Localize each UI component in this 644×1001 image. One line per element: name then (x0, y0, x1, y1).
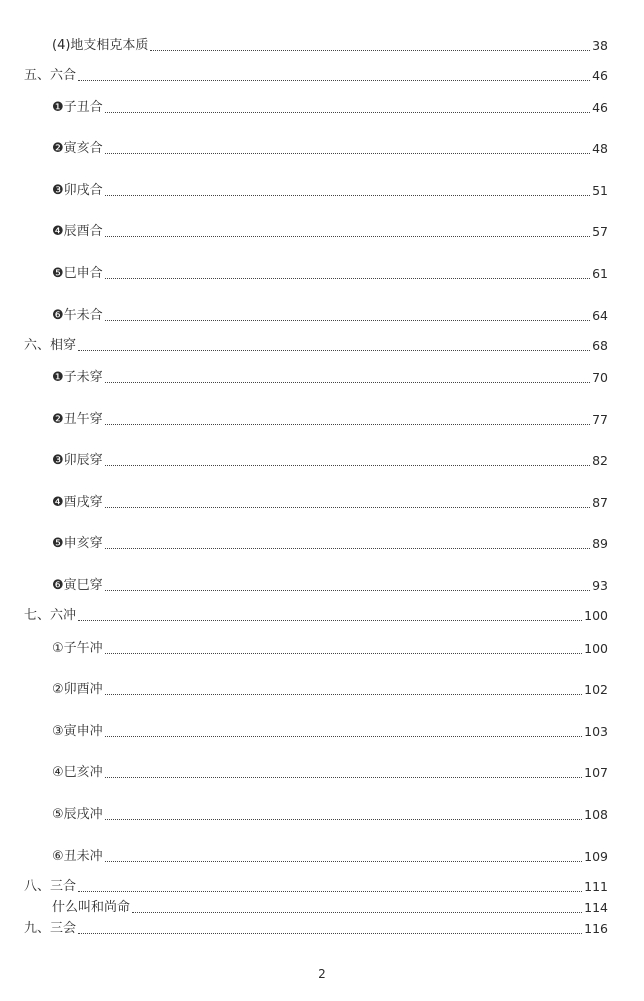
toc-entry-label: ⑥丑未冲 (52, 849, 103, 864)
toc-entry[interactable] (52, 220, 608, 240)
toc-entry-label: ❹辰酉合 (52, 224, 103, 239)
toc-entry-label: 五、六合 (24, 68, 77, 83)
toc-entry-page: 38 (592, 38, 608, 53)
toc-entry-page: 100 (584, 608, 608, 623)
toc-entry-page: 46 (592, 100, 608, 115)
toc-entry-label: ❹酉戌穿 (52, 495, 103, 510)
dot-leader (78, 933, 582, 934)
page-number: 2 (318, 967, 326, 981)
toc-entry-label: 什么叫和尚命 (52, 900, 131, 915)
toc-entry-page: 108 (584, 807, 608, 822)
dot-leader (150, 50, 590, 51)
toc-entry[interactable] (52, 137, 608, 157)
toc-entry-page: 114 (584, 900, 608, 915)
toc-entry-label: ❸卯戌合 (52, 183, 103, 198)
toc-entry[interactable] (52, 574, 608, 594)
dot-leader (132, 912, 582, 913)
dot-leader (105, 653, 582, 654)
toc-entry-label: ❶子未穿 (52, 370, 103, 385)
toc-entry-page: 82 (592, 453, 608, 468)
toc-entry-label: 六、相穿 (24, 338, 77, 353)
toc-entry-label: ❻午未合 (52, 308, 103, 323)
dot-leader (105, 507, 590, 508)
toc-entry-page: 100 (584, 641, 608, 656)
toc-entry[interactable] (52, 678, 608, 698)
toc-entry-page: 107 (584, 765, 608, 780)
dot-leader (105, 590, 590, 591)
toc-entry-label: ❷丑午穿 (52, 412, 103, 427)
toc-entry-label: 七、六冲 (24, 608, 77, 623)
toc-entry-page: 87 (592, 495, 608, 510)
toc-entry-page: 48 (592, 141, 608, 156)
dot-leader (105, 548, 590, 549)
toc-entry[interactable] (52, 262, 608, 282)
toc-entry[interactable] (52, 532, 608, 552)
toc-entry-label: 九、三会 (24, 921, 77, 936)
toc-entry-page: 64 (592, 308, 608, 323)
dot-leader (78, 350, 590, 351)
toc-entry-label: ❺申亥穿 (52, 536, 103, 551)
dot-leader (105, 694, 582, 695)
toc-entry-page: 103 (584, 724, 608, 739)
toc-entry-label: ①子午冲 (52, 641, 103, 656)
dot-leader (78, 891, 582, 892)
dot-leader (78, 80, 590, 81)
toc-entry[interactable] (52, 803, 608, 823)
dot-leader (105, 382, 590, 383)
dot-leader (105, 112, 590, 113)
toc-entry[interactable] (52, 491, 608, 511)
toc-entry[interactable] (24, 604, 608, 624)
toc-entry-label: ❶子丑合 (52, 100, 103, 115)
toc-entry-page: 89 (592, 536, 608, 551)
toc-entry[interactable] (52, 179, 608, 199)
toc-entry-label: ❻寅巳穿 (52, 578, 103, 593)
toc-entry[interactable] (52, 96, 608, 116)
toc-entry[interactable] (52, 449, 608, 469)
toc-entry-label: ②卯酉冲 (52, 682, 103, 697)
dot-leader (105, 195, 590, 196)
toc-entry-page: 46 (592, 68, 608, 83)
toc-entry-page: 57 (592, 224, 608, 239)
dot-leader (105, 861, 582, 862)
toc-entry-label: ❷寅亥合 (52, 141, 103, 156)
toc-entry-page: 77 (592, 412, 608, 427)
dot-leader (105, 153, 590, 154)
toc-entry-page: 93 (592, 578, 608, 593)
toc-entry[interactable] (52, 34, 608, 54)
dot-leader (105, 465, 590, 466)
toc-entry-page: 109 (584, 849, 608, 864)
toc-entry[interactable] (24, 64, 608, 84)
toc-entry-page: 116 (584, 921, 608, 936)
toc-entry-label: ❸卯辰穿 (52, 453, 103, 468)
toc-entry-label: ❺巳申合 (52, 266, 103, 281)
toc-entry[interactable] (52, 845, 608, 865)
dot-leader (105, 236, 590, 237)
toc-entry-label: ⑤辰戌冲 (52, 807, 103, 822)
toc-entry[interactable] (52, 761, 608, 781)
toc-entry-label: 八、三合 (24, 879, 77, 894)
toc-entry[interactable] (52, 896, 608, 916)
toc-entry[interactable] (52, 637, 608, 657)
toc-entry-page: 61 (592, 266, 608, 281)
toc-entry-page: 68 (592, 338, 608, 353)
toc-entry-page: 111 (584, 879, 608, 894)
toc-entry-page: 51 (592, 183, 608, 198)
dot-leader (78, 620, 582, 621)
toc-entry-page: 102 (584, 682, 608, 697)
toc-entry[interactable] (52, 304, 608, 324)
toc-entry[interactable] (24, 917, 608, 937)
dot-leader (105, 320, 590, 321)
dot-leader (105, 819, 582, 820)
dot-leader (105, 736, 582, 737)
toc-entry-label: ③寅申冲 (52, 724, 103, 739)
toc-entry[interactable] (52, 720, 608, 740)
dot-leader (105, 424, 590, 425)
toc-entry-page: 70 (592, 370, 608, 385)
toc-entry[interactable] (52, 408, 608, 428)
toc-entry-label: (4)地支相克本质 (52, 38, 149, 53)
toc-entry[interactable] (24, 875, 608, 895)
toc-entry[interactable] (52, 366, 608, 386)
dot-leader (105, 278, 590, 279)
toc-entry-label: ④巳亥冲 (52, 765, 103, 780)
dot-leader (105, 777, 582, 778)
toc-entry[interactable] (24, 334, 608, 354)
